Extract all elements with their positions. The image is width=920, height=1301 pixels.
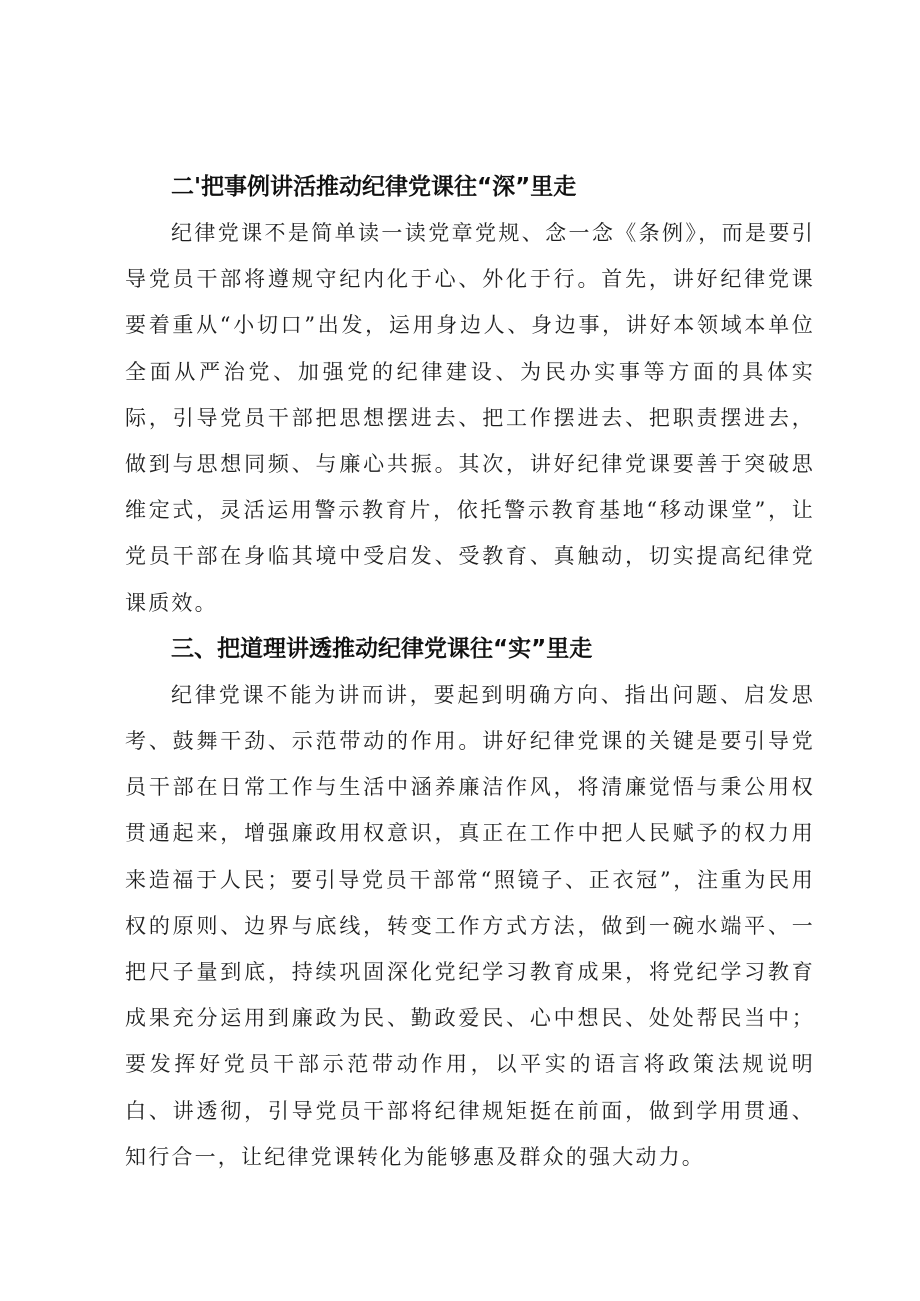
section-two [125,164,815,626]
section-paragraph: 纪律党课不是简单读一读党章党规、念一念《条例》，而是要引导党员干部将遵规守纪内化于心、外化于行。首先，讲好纪律党课要着重从“小切口”出发，运用身边人、身边事，讲好本领域本单位全面从严治党、加强党的纪律建设、为民办实事等方面的具体实际，引导党员干部把思想摆进去、把工作摆进去、把职责摆进去，做到与思想同频、与廉心共振。其次，讲好纪律党课要善于突破思维定式，灵活运用警示教育片，依托警示教育基地“移动课堂”，让党员干部在身临其境中受启发、受教育、真触动，切实提高纪律党课质效。 [125,221,815,615]
section-heading: 三、把道理讲透推动纪律党课往“实”里走 [171,635,593,662]
section-heading: 二'把事例讲活推动纪律党课往“深”里走 [171,174,577,200]
section-paragraph: 纪律党课不能为讲而讲，要起到明确方向、指出问题、启发思考、鼓舞干劲、示范带动的作用。讲好纪律党课的关键是要引导党员干部在日常工作与生活中涵养廉洁作风，将清廉觉悟与秉公用权贯通起来，增强廉政用权意识，真正在工作中把人民赋予的权力用来造福于人民；要引导党员干部常“照镜子、正衣冠”，注重为民用权的原则、边界与底线，转变工作方式方法，做到一碗水端平、一把尺子量到底，持续巩固深化党纪学习教育成果，将党纪学习教育成果充分运用到廉政为民、勤政爱民、心中想民、处处帮民当中；要发挥好党员干部示范带动作用，以平实的语言将政策法规说明白、讲透彻，引导党员干部将纪律规矩挺在前面，做到学用贯通、知行合一，让纪律党课转化为能够惠及群众的强大动力。 [125,682,815,1169]
document-body [125,164,815,1180]
section-three [125,626,815,1180]
